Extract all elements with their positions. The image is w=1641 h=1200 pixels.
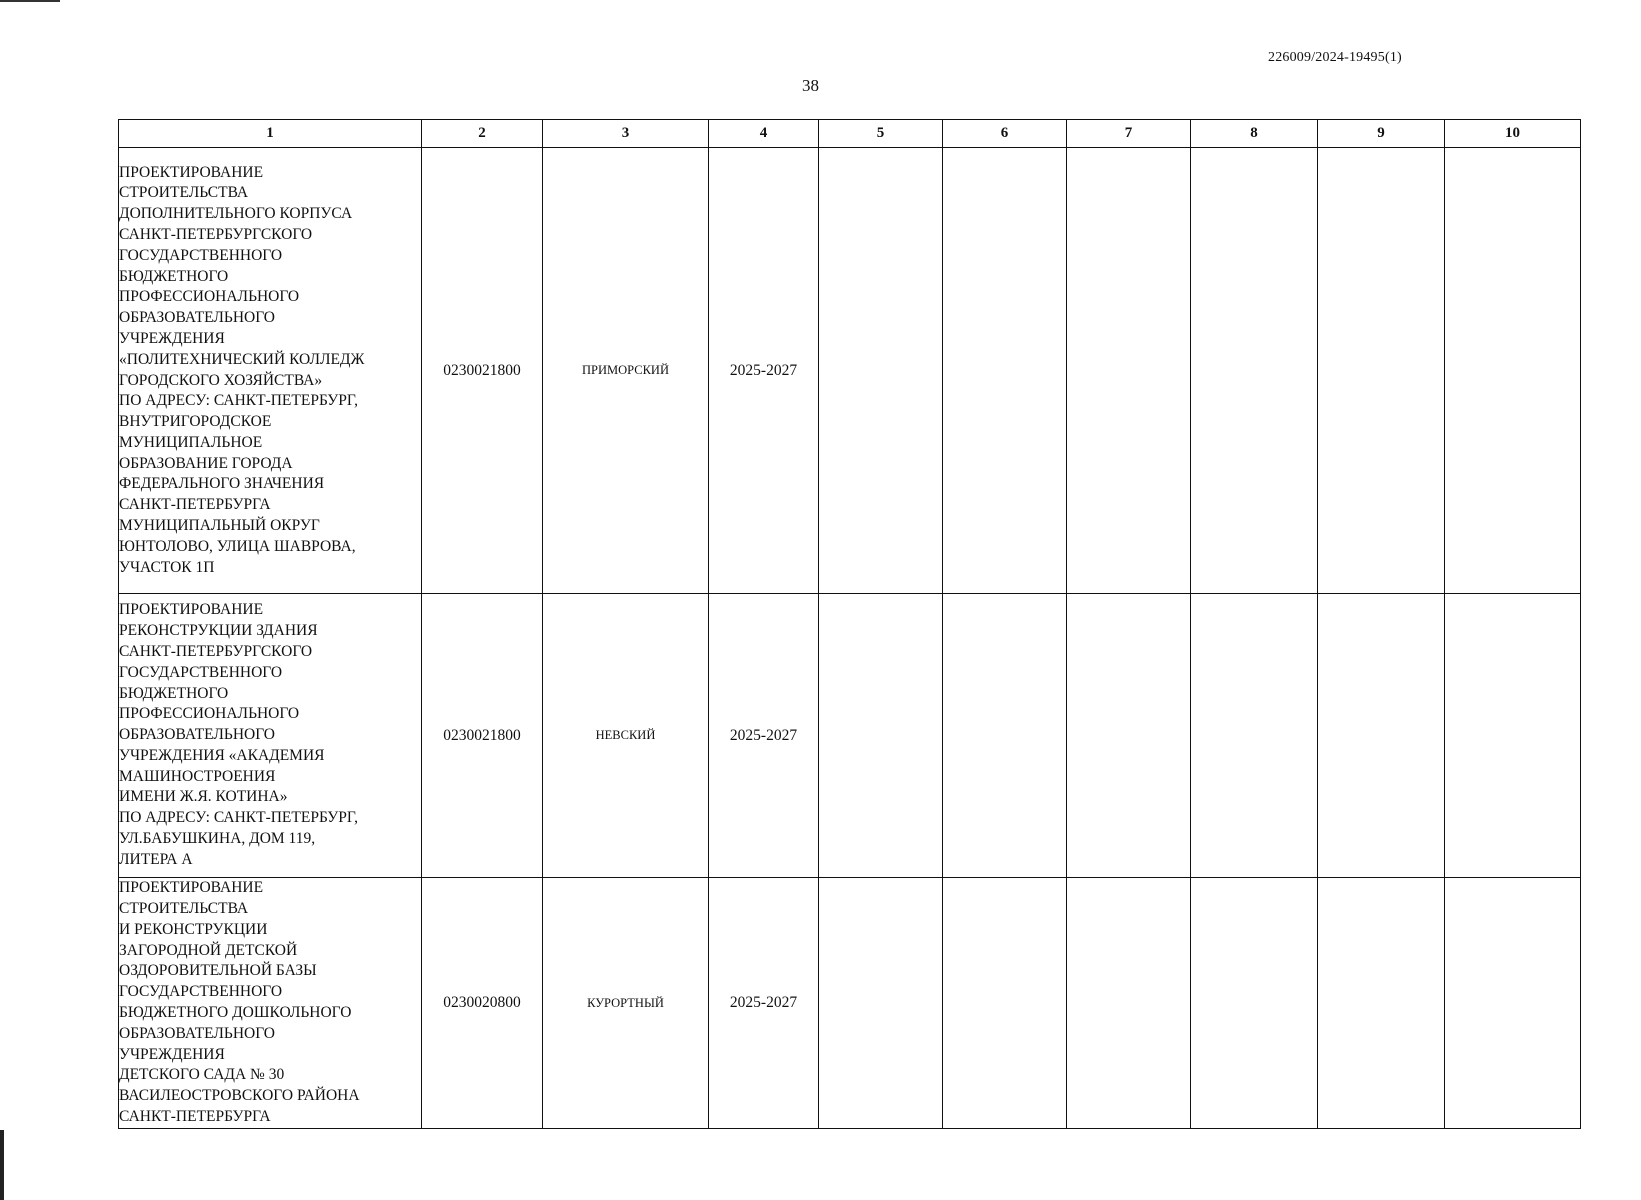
empty-cell (943, 148, 1067, 594)
column-header: 5 (819, 120, 943, 148)
district-cell: КУРОРТНЫЙ (543, 878, 709, 1129)
empty-cell (1067, 148, 1191, 594)
project-name-cell: ПРОЕКТИРОВАНИЕ СТРОИТЕЛЬСТВА И РЕКОНСТРУКЦИИ ЗАГОРОДНОЙ ДЕТСКОЙ ОЗДОРОВИТЕЛЬНОЙ БАЗЫ ГОСУДАРСТВЕННОГО БЮДЖЕТНОГО ДОШКОЛЬНОГО ОБРАЗОВАТЕЛЬНОГО УЧРЕЖДЕНИЯ ДЕТСКОГО САДА № 30 ВАСИЛЕОСТРОВСКОГО РАЙОНА САНКТ-ПЕТЕРБУРГА (119, 878, 422, 1129)
project-name-cell: ПРОЕКТИРОВАНИЕ СТРОИТЕЛЬСТВА ДОПОЛНИТЕЛЬНОГО КОРПУСА САНКТ-ПЕТЕРБУРГСКОГО ГОСУДАРСТВЕННОГО БЮДЖЕТНОГО ПРОФЕССИОНАЛЬНОГО ОБРАЗОВАТЕЛЬНОГО УЧРЕЖДЕНИЯ «ПОЛИТЕХНИЧЕСКИЙ КОЛЛЕДЖ ГОРОДСКОГО ХОЗЯЙСТВА» ПО АДРЕСУ: САНКТ-ПЕТЕРБУРГ, ВНУТРИГОРОДСКОЕ МУНИЦИПАЛЬНОЕ ОБРАЗОВАНИЕ ГОРОДА ФЕДЕРАЛЬНОГО ЗНАЧЕНИЯ САНКТ-ПЕТЕРБУРГА МУНИЦИПАЛЬНЫЙ ОКРУГ ЮНТОЛОВО, УЛИЦА ШАВРОВА, УЧАСТОК 1П (119, 148, 422, 594)
period-cell: 2025-2027 (709, 148, 819, 594)
empty-cell (1445, 878, 1581, 1129)
budget-code-cell: 0230020800 (422, 878, 543, 1129)
table-header-row (119, 120, 1581, 148)
page-number: 38 (802, 76, 819, 95)
empty-cell (1191, 878, 1318, 1129)
period-cell: 2025-2027 (709, 878, 819, 1129)
empty-cell (819, 878, 943, 1129)
project-name-cell: ПРОЕКТИРОВАНИЕ РЕКОНСТРУКЦИИ ЗДАНИЯ САНКТ-ПЕТЕРБУРГСКОГО ГОСУДАРСТВЕННОГО БЮДЖЕТНОГО ПРОФЕССИОНАЛЬНОГО ОБРАЗОВАТЕЛЬНОГО УЧРЕЖДЕНИЯ «АКАДЕМИЯ МАШИНОСТРОЕНИЯ ИМЕНИ Ж.Я. КОТИНА» ПО АДРЕСУ: САНКТ-ПЕТЕРБУРГ, УЛ.БАБУШКИНА, ДОМ 119, ЛИТЕРА А (119, 594, 422, 878)
empty-cell (819, 148, 943, 594)
district-cell: НЕВСКИЙ (543, 594, 709, 878)
table-row (119, 148, 1581, 594)
column-header: 4 (709, 120, 819, 148)
column-header: 8 (1191, 120, 1318, 148)
table-row (119, 878, 1581, 1129)
empty-cell (943, 594, 1067, 878)
empty-cell (1318, 148, 1445, 594)
empty-cell (1318, 594, 1445, 878)
table-row (119, 594, 1581, 878)
empty-cell (819, 594, 943, 878)
district-cell: ПРИМОРСКИЙ (543, 148, 709, 594)
empty-cell (1445, 148, 1581, 594)
scan-edge-mark (0, 0, 60, 2)
column-header: 10 (1445, 120, 1581, 148)
column-header: 3 (543, 120, 709, 148)
column-header: 1 (119, 120, 422, 148)
empty-cell (1191, 594, 1318, 878)
column-header: 7 (1067, 120, 1191, 148)
empty-cell (943, 878, 1067, 1129)
scan-edge-mark (0, 1130, 4, 1200)
empty-cell (1191, 148, 1318, 594)
empty-cell (1445, 594, 1581, 878)
budget-code-cell: 0230021800 (422, 594, 543, 878)
empty-cell (1067, 878, 1191, 1129)
projects-table (118, 119, 1581, 1129)
budget-code-cell: 0230021800 (422, 148, 543, 594)
period-cell: 2025-2027 (709, 594, 819, 878)
document-registration-number: 226009/2024-19495(1) (1268, 50, 1402, 65)
column-header: 9 (1318, 120, 1445, 148)
column-header: 6 (943, 120, 1067, 148)
empty-cell (1318, 878, 1445, 1129)
empty-cell (1067, 594, 1191, 878)
column-header: 2 (422, 120, 543, 148)
